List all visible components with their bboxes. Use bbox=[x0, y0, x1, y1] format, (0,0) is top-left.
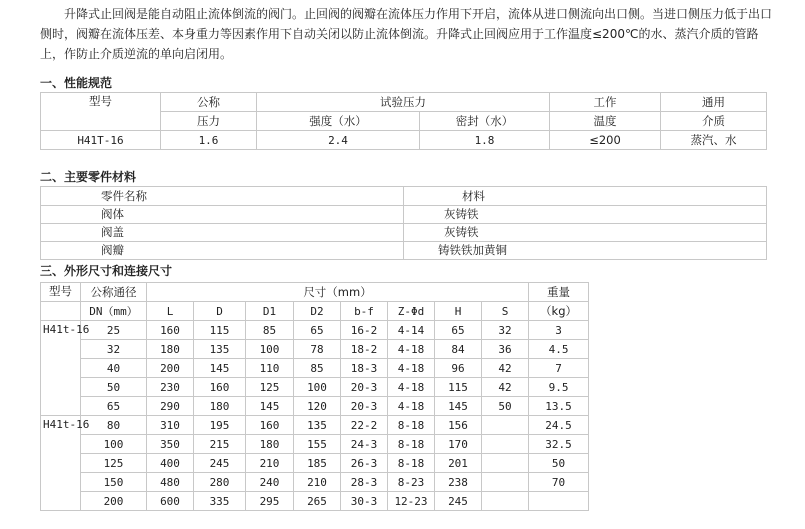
cell-pn: 1.6 bbox=[161, 131, 257, 150]
cell-bf: 22-2 bbox=[341, 416, 388, 435]
cell-zd: 8-23 bbox=[388, 473, 435, 492]
cell-H: 84 bbox=[435, 340, 482, 359]
cell-model: H41t-16 bbox=[41, 321, 81, 416]
cell-D: 135 bbox=[194, 340, 246, 359]
header-model-blank bbox=[41, 302, 81, 321]
cell-D2: 265 bbox=[294, 492, 341, 511]
cell-zd: 8-18 bbox=[388, 435, 435, 454]
cell-S bbox=[482, 435, 529, 454]
cell-temp: ≤200 bbox=[550, 131, 661, 150]
header-temp-1: 工作 bbox=[550, 93, 661, 112]
cell-D2: 185 bbox=[294, 454, 341, 473]
section-title-materials: 二、主要零件材料 bbox=[40, 170, 137, 184]
cell-L: 400 bbox=[147, 454, 194, 473]
table-row bbox=[41, 473, 589, 492]
cell-dn: 25 bbox=[81, 321, 147, 340]
cell-D: 215 bbox=[194, 435, 246, 454]
cell-weight: 32.5 bbox=[529, 435, 589, 454]
cell-H: 115 bbox=[435, 378, 482, 397]
header-col-S: S bbox=[482, 302, 529, 321]
cell-D1: 160 bbox=[246, 416, 294, 435]
cell-seal: 1.8 bbox=[420, 131, 550, 150]
intro-paragraph: 升降式止回阀是能自动阻止流体倒流的阀门。止回阀的阀瓣在流体压力作用下开启，流体从进口侧流向出口侧。当进口侧压力低于出口侧时，阀瓣在流体压差、本身重力等因素作用下自动关闭以防止流体倒流。升降式止回阀应用于工作温度≤200℃的水、蒸汽介质的管路上，作防止介质逆流的单向启闭用。 bbox=[40, 7, 773, 61]
cell-zd: 4-18 bbox=[388, 378, 435, 397]
cell-D: 180 bbox=[194, 397, 246, 416]
cell-dn: 40 bbox=[81, 359, 147, 378]
cell-H: 156 bbox=[435, 416, 482, 435]
cell-S bbox=[482, 454, 529, 473]
table-row bbox=[41, 416, 589, 435]
cell-H: 65 bbox=[435, 321, 482, 340]
cell-bf: 20-3 bbox=[341, 378, 388, 397]
cell-dn: 125 bbox=[81, 454, 147, 473]
performance-table bbox=[40, 92, 767, 150]
header-col-D1: D1 bbox=[246, 302, 294, 321]
cell-L: 160 bbox=[147, 321, 194, 340]
cell-weight: 4.5 bbox=[529, 340, 589, 359]
cell-D2: 210 bbox=[294, 473, 341, 492]
cell-H: 170 bbox=[435, 435, 482, 454]
cell-H: 245 bbox=[435, 492, 482, 511]
cell-medium: 蒸汽、水 bbox=[661, 131, 767, 150]
section-title-performance: 一、性能规范 bbox=[40, 76, 113, 90]
cell-D2: 78 bbox=[294, 340, 341, 359]
cell-dn: 200 bbox=[81, 492, 147, 511]
cell-H: 145 bbox=[435, 397, 482, 416]
cell-S: 50 bbox=[482, 397, 529, 416]
cell-bf: 30-3 bbox=[341, 492, 388, 511]
header-size: 尺寸（mm） bbox=[147, 283, 529, 302]
cell-dn: 80 bbox=[81, 416, 147, 435]
cell-D: 245 bbox=[194, 454, 246, 473]
header-test-pressure: 试验压力 bbox=[257, 93, 550, 112]
table-row bbox=[41, 435, 589, 454]
header-weight-2: （kg） bbox=[529, 302, 589, 321]
table-row bbox=[41, 454, 589, 473]
header-col-zd: Z-Φd bbox=[388, 302, 435, 321]
header-pn-1: 公称 bbox=[161, 93, 257, 112]
cell-dn: 150 bbox=[81, 473, 147, 492]
cell-H: 238 bbox=[435, 473, 482, 492]
part-name: 阀瓣 bbox=[41, 242, 404, 260]
cell-bf: 24-3 bbox=[341, 435, 388, 454]
cell-D: 160 bbox=[194, 378, 246, 397]
cell-H: 201 bbox=[435, 454, 482, 473]
cell-bf: 18-3 bbox=[341, 359, 388, 378]
cell-zd: 4-18 bbox=[388, 340, 435, 359]
table-row bbox=[41, 359, 589, 378]
cell-bf: 18-2 bbox=[341, 340, 388, 359]
cell-D2: 155 bbox=[294, 435, 341, 454]
cell-D2: 85 bbox=[294, 359, 341, 378]
cell-D1: 85 bbox=[246, 321, 294, 340]
cell-weight: 70 bbox=[529, 473, 589, 492]
cell-H: 96 bbox=[435, 359, 482, 378]
cell-D: 195 bbox=[194, 416, 246, 435]
cell-L: 310 bbox=[147, 416, 194, 435]
header-col-bf: b-f bbox=[341, 302, 388, 321]
header-medium-2: 介质 bbox=[661, 112, 767, 131]
cell-D1: 295 bbox=[246, 492, 294, 511]
part-material: 铸铁铁加黄铜 bbox=[404, 242, 767, 260]
cell-zd: 12-23 bbox=[388, 492, 435, 511]
cell-dn: 32 bbox=[81, 340, 147, 359]
cell-model: H41t-16 bbox=[41, 416, 81, 511]
cell-bf: 26-3 bbox=[341, 454, 388, 473]
cell-dn: 65 bbox=[81, 397, 147, 416]
cell-D: 280 bbox=[194, 473, 246, 492]
cell-weight: 50 bbox=[529, 454, 589, 473]
header-medium-1: 通用 bbox=[661, 93, 767, 112]
part-name: 阀盖 bbox=[41, 224, 404, 242]
cell-L: 200 bbox=[147, 359, 194, 378]
cell-dn: 100 bbox=[81, 435, 147, 454]
cell-S bbox=[482, 492, 529, 511]
header-pn-2: 压力 bbox=[161, 112, 257, 131]
header-weight-1: 重量 bbox=[529, 283, 589, 302]
cell-S bbox=[482, 473, 529, 492]
cell-L: 230 bbox=[147, 378, 194, 397]
cell-bf: 16-2 bbox=[341, 321, 388, 340]
header-material: 材料 bbox=[404, 187, 767, 206]
section-title-dimensions: 三、外形尺寸和连接尺寸 bbox=[40, 264, 173, 278]
cell-D: 145 bbox=[194, 359, 246, 378]
cell-D2: 65 bbox=[294, 321, 341, 340]
cell-D1: 210 bbox=[246, 454, 294, 473]
part-material: 灰铸铁 bbox=[404, 206, 767, 224]
header-col-H: H bbox=[435, 302, 482, 321]
cell-zd: 4-18 bbox=[388, 359, 435, 378]
materials-table bbox=[40, 186, 767, 260]
cell-D1: 180 bbox=[246, 435, 294, 454]
cell-L: 480 bbox=[147, 473, 194, 492]
header-part: 零件名称 bbox=[41, 187, 404, 206]
cell-L: 180 bbox=[147, 340, 194, 359]
cell-weight: 9.5 bbox=[529, 378, 589, 397]
table-row bbox=[41, 492, 589, 511]
cell-D2: 120 bbox=[294, 397, 341, 416]
cell-weight: 7 bbox=[529, 359, 589, 378]
cell-D1: 240 bbox=[246, 473, 294, 492]
cell-weight: 3 bbox=[529, 321, 589, 340]
cell-zd: 8-18 bbox=[388, 416, 435, 435]
cell-D: 115 bbox=[194, 321, 246, 340]
cell-L: 350 bbox=[147, 435, 194, 454]
header-temp-2: 温度 bbox=[550, 112, 661, 131]
cell-S: 32 bbox=[482, 321, 529, 340]
cell-S bbox=[482, 416, 529, 435]
cell-zd: 4-18 bbox=[388, 397, 435, 416]
cell-D1: 110 bbox=[246, 359, 294, 378]
cell-D1: 125 bbox=[246, 378, 294, 397]
cell-model: H41T-16 bbox=[41, 131, 161, 150]
header-col-D: D bbox=[194, 302, 246, 321]
cell-weight: 13.5 bbox=[529, 397, 589, 416]
cell-weight: 24.5 bbox=[529, 416, 589, 435]
cell-zd: 8-18 bbox=[388, 454, 435, 473]
cell-D2: 100 bbox=[294, 378, 341, 397]
dimensions-table bbox=[40, 282, 589, 511]
header-model: 型号 bbox=[41, 283, 81, 302]
header-col-D2: D2 bbox=[294, 302, 341, 321]
cell-bf: 28-3 bbox=[341, 473, 388, 492]
table-row bbox=[41, 340, 589, 359]
cell-zd: 4-14 bbox=[388, 321, 435, 340]
cell-L: 600 bbox=[147, 492, 194, 511]
cell-weight bbox=[529, 492, 589, 511]
cell-D: 335 bbox=[194, 492, 246, 511]
cell-S: 36 bbox=[482, 340, 529, 359]
table-row bbox=[41, 397, 589, 416]
table-row bbox=[41, 321, 589, 340]
cell-dn: 50 bbox=[81, 378, 147, 397]
cell-D1: 100 bbox=[246, 340, 294, 359]
header-strength: 强度（水） bbox=[257, 112, 420, 131]
cell-S: 42 bbox=[482, 359, 529, 378]
header-model: 型号 bbox=[41, 93, 161, 131]
header-dn-2: DN（mm） bbox=[81, 302, 147, 321]
cell-D1: 145 bbox=[246, 397, 294, 416]
header-col-L: L bbox=[147, 302, 194, 321]
cell-D2: 135 bbox=[294, 416, 341, 435]
cell-S: 42 bbox=[482, 378, 529, 397]
header-dn-1: 公称通径 bbox=[81, 283, 147, 302]
table-row bbox=[41, 378, 589, 397]
cell-bf: 20-3 bbox=[341, 397, 388, 416]
header-seal: 密封（水） bbox=[420, 112, 550, 131]
part-material: 灰铸铁 bbox=[404, 224, 767, 242]
cell-L: 290 bbox=[147, 397, 194, 416]
cell-strength: 2.4 bbox=[257, 131, 420, 150]
part-name: 阀体 bbox=[41, 206, 404, 224]
